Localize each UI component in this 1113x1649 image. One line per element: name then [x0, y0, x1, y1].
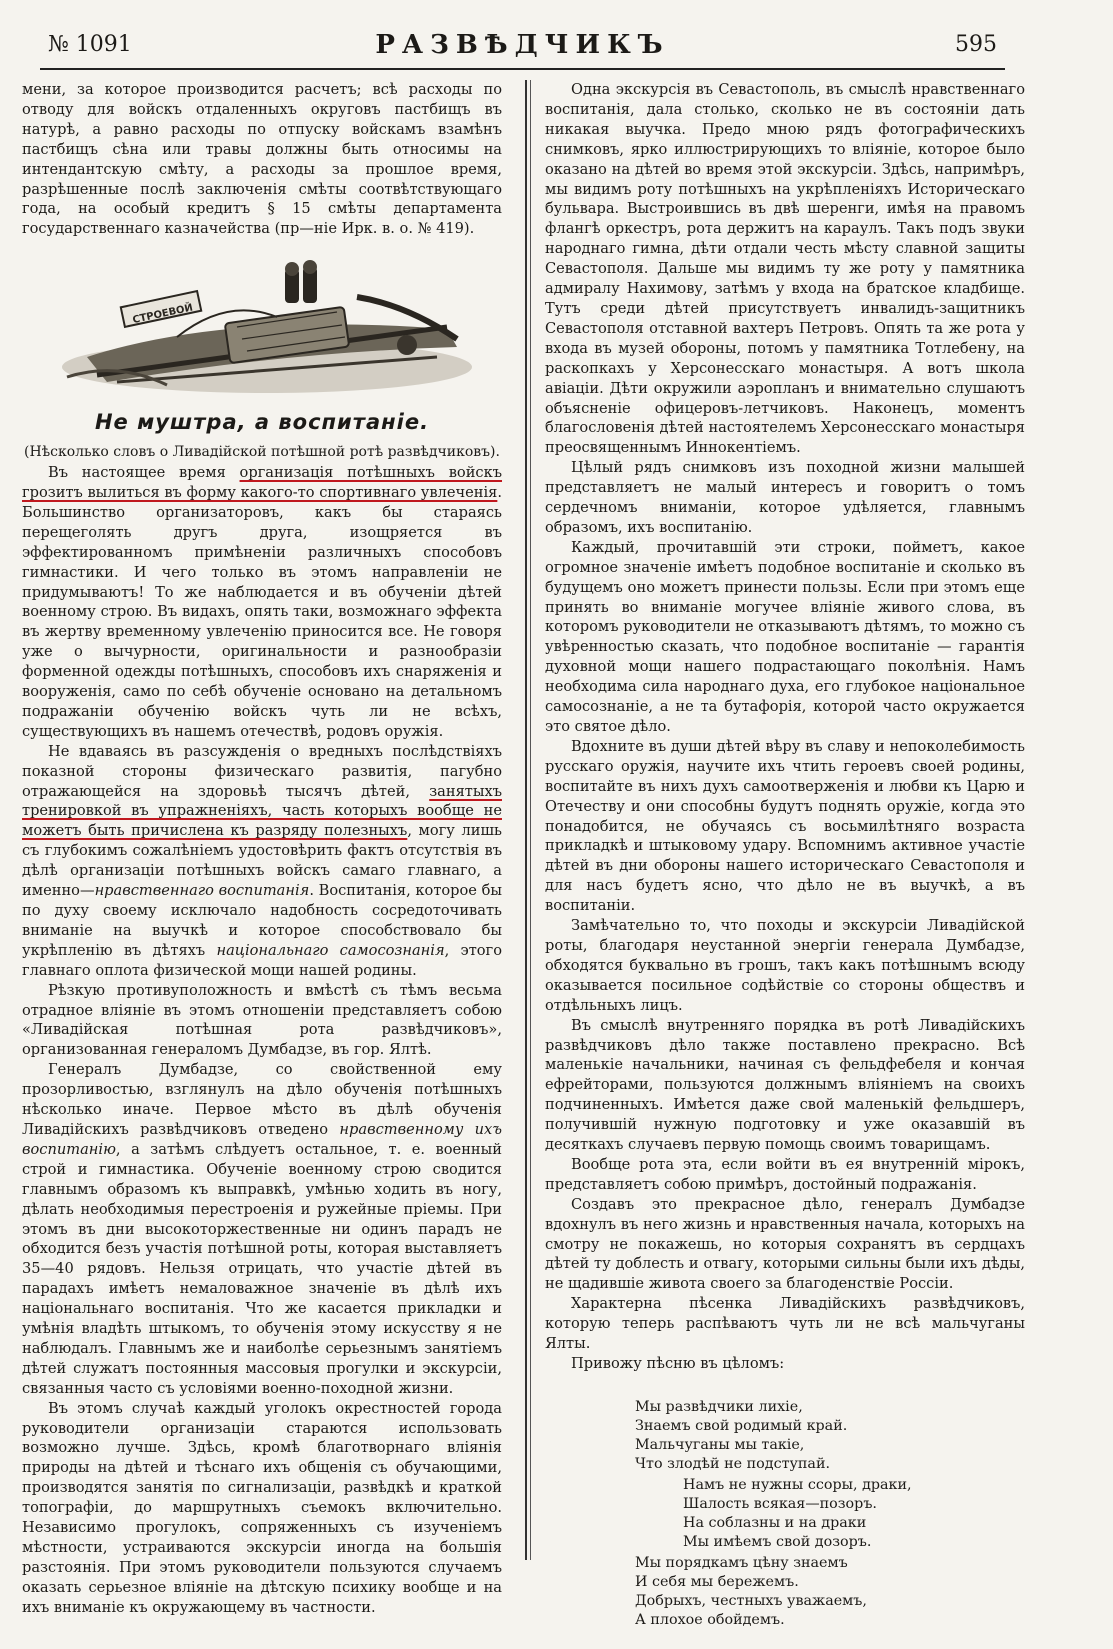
underlined-text: занятыхъ тренировкой въ упражненіяхъ, часть которыхъ вообще не можетъ быть причислена къ разряду полезныхъ: [22, 782, 502, 840]
left-column: [22, 80, 502, 1618]
page-number: 595: [955, 32, 997, 57]
poem-stanza-2: [683, 1476, 1025, 1552]
underlined-text: организація потѣшныхъ войскъ грозитъ вылиться въ форму какого-то спортивнаго увлеченія: [22, 464, 503, 501]
poem-line: Добрыхъ, честныхъ уважаемъ,: [635, 1592, 867, 1609]
article-subheading: (Нѣсколько словъ о Ливадійской потѣшной ротѣ развѣдчиковъ).: [24, 444, 500, 461]
page-header: [40, 28, 1005, 72]
article-paragraph-8: Каждый, прочитавшій эти строки, пойметъ, какое огромное значеніе имѣетъ подобное воспитаніе и сколько въ будущемъ оно можетъ принести пользы. Если при этомъ еще принять во вниманіе могучее вліяніе живого слова, въ которомъ руководители не отказываютъ дѣтямъ, то можно съ увѣренностью сказать, что подобное воспитаніе — гарантія духовной мощи нашего подрастающаго поколѣнія. Намъ необходима сила народнаго духа, его глубокое національное самосознаніе, а не та бутафорія, которой часто окружается это святое дѣло.: [545, 538, 1025, 735]
column-divider-thin: [530, 80, 531, 1560]
poem-line: Мы имѣемъ свой дозоръ.: [683, 1533, 872, 1550]
article-paragraph-11: Въ смыслѣ внутренняго порядка въ ротѣ Ливадійскихъ развѣдчиковъ дѣло также поставлено прекрасно. Всѣ маленькіе начальники, начиная съ фельдфебеля и кончая ефрейторами, пользуются должнымъ вліяніемъ на своихъ подчиненныхъ. Имѣется даже свой маленькій фельдшеръ, получившій нужную подготовку и уже оказавшій въ десяткахъ случаевъ первую помощь своимъ товарищамъ.: [545, 1016, 1025, 1154]
article-paragraph-13: Создавъ это прекрасное дѣло, генералъ Думбадзе вдохнулъ въ него жизнь и нравственныя начала, которыхъ на смотру не покажешь, но которыя сохранятъ въ сердцахъ дѣтей ту доблесть и отвагу, которыми сильны были ихъ дѣды, не щадившіе живота своего за благоденствіе Россіи.: [545, 1195, 1025, 1293]
article-heading: Не муштра, а воспитаніе.: [94, 410, 430, 435]
article-paragraph-14: Характерна пѣсенка Ливадійскихъ развѣдчиковъ, которую теперь распѣваютъ чуть ли не всѣ мальчуганы Ялты.: [545, 1295, 1025, 1353]
poem-line: Намъ не нужны ссоры, драки,: [683, 1476, 912, 1493]
song-poem: [635, 1398, 1025, 1630]
text-run: . Большинство организаторовъ, какъ бы стараясь перещеголять другъ друга, изощряется въ эффектированномъ примѣненіи различныхъ способовъ гимнастики. И чего только въ этомъ направленіи не придумываютъ! То же наблюдается и въ обученіи дѣтей военному строю. Въ видахъ, опять таки, возможнаго эффекта въ жертву временному увлеченію приносится все. Не говоря уже о вычурности, оригинальности и разнообразіи форменной одежды потѣшныхъ, способовъ ихъ снаряженія и вооруженія, само по себѣ обученіе основано на детальномъ подражаніи обученію войскъ чуть ли не всѣхъ, существующихъ въ нашемъ отечествѣ, родовъ оружія.: [22, 483, 502, 740]
issue-number: № 1091: [48, 32, 132, 57]
intro-paragraph: мени, за которое производится расчетъ; всѣ расходы по отводу для войскъ отдаленныхъ округовъ пастбищъ въ натурѣ, а равно расходы по отпуску войскамъ взамѣнъ пастбищъ сѣна или травы должны быть относимы на интендантскую смѣту, а расходы за прошлое время, разрѣшенные послѣ заключенія смѣты соотвѣтствующаго года, на особый кредитъ § 15 смѣты департамента государственнаго казначейства (пр—ніе Ирк. в. о. № 419).: [22, 81, 502, 238]
poem-line: Что злодѣй не подступай.: [635, 1455, 831, 1472]
text-run: . Воспитанія, которое бы по духу своему исключало надобность сосредоточивать вниманіе на выучкѣ и которое способствовало бы укрѣпленію въ дѣтяхъ: [22, 882, 502, 959]
article-paragraph-4: [22, 1060, 502, 1398]
italic-text: національнаго самосознанія: [216, 941, 445, 959]
poem-line: Мы порядкамъ цѣну знаемъ: [635, 1554, 848, 1571]
military-equipment-illustration: [27, 257, 497, 407]
journal-title: РАЗВѢДЧИКЪ: [375, 30, 670, 60]
text-run: Не вдаваясь въ разсужденія о вредныхъ послѣдствіяхъ показной стороны физическаго развитія, пагубно отражающейся на здоровьѣ тысячъ дѣтей,: [22, 742, 502, 800]
poem-line: А плохое обойдемъ.: [635, 1611, 785, 1628]
article-paragraph-7: Цѣлый рядъ снимковъ изъ походной жизни малышей представляетъ не малый интересъ и говоритъ о томъ сердечномъ вниманіи, которое удѣляется, главнымъ образомъ, ихъ воспитанію.: [545, 459, 1025, 536]
text-run: , этого главнаго оплота физической мощи нашей родины.: [22, 941, 502, 979]
article-paragraph-12: Вообще рота эта, если войти въ ея внутренній мірокъ, представляетъ собою примѣръ, достойный подражанія.: [545, 1155, 1025, 1193]
text-run: , а затѣмъ слѣдуетъ остальное, т. е. военный строй и гимнастика. Обученіе военному строю сводится главнымъ образомъ къ выправкѣ, умѣнью ходить въ ногу, дѣлать необходимыя перестроенія и ружейные пріемы. При этомъ въ дни высокоторжественные ни одинъ парадъ не обходится безъ участія потѣшной роты, которая выставляетъ 35—40 рядовъ. Нельзя отрицать, что участіе дѣтей въ парадахъ имѣетъ немаловажное значеніе въ дѣлѣ ихъ національнаго воспитанія. Что же касается прикладки и умѣнія владѣть штыкомъ, то обученія этому искусству я не наблюдалъ. Главнымъ же и наиболѣе серьезнымъ занятіемъ дѣтей служатъ постоянныя массовыя прогулки и экскурсіи, связанныя часто съ условіями военно-походной жизни.: [22, 1140, 502, 1397]
poem-line: Мальчуганы мы такіе,: [635, 1436, 805, 1453]
illustration-label: СТРОЕВОЙ: [131, 302, 194, 327]
italic-text: нравственному ихъ воспитанію: [22, 1120, 502, 1158]
italic-text: нравственнаго воспитанія: [94, 882, 310, 900]
poem-line: И себя мы бережемъ.: [635, 1573, 799, 1590]
poem-line: На соблазны и на драки: [683, 1514, 867, 1531]
poem-line: Знаемъ свой родимый край.: [635, 1417, 848, 1434]
header-rule: [40, 68, 1005, 70]
poem-stanza-1: [635, 1398, 1025, 1474]
article-paragraph-9: Вдохните въ души дѣтей вѣру въ славу и непоколебимость русскаго оружія, научите ихъ чтить героевъ своей родины, воспитайте въ нихъ духъ самоотверженія и любви къ Царю и Отечеству и они способны будутъ поднять оружіе, когда это понадобится, не обучаясь съ восьмилѣтняго возраста прикладкѣ и штыковому удару. Вспомнимъ активное участіе дѣтей въ дни обороны нашего историческаго Севастополя и для насъ будетъ ясно, что дѣло не въ выучкѣ, а въ воспитаніи.: [545, 737, 1025, 915]
right-column: [545, 80, 1025, 1632]
article-paragraph-5: Въ этомъ случаѣ каждый уголокъ окрестностей города руководители организаціи стараются использовать возможно лучше. Здѣсь, кромѣ благотворнаго вліянія природы на дѣтей и тѣснаго ихъ общенія съ обучающими, производятся занятія по сигнализаціи, развѣдкѣ и краткой топографіи, до маршрутныхъ съемокъ включительно. Независимо прогулокъ, сопряженныхъ съ изученіемъ мѣстности, устраиваются экскурсіи иногда на большія разстоянія. При этомъ руководители пользуются случаемъ оказать серьезное вліяніе на дѣтскую психику вообще и на ихъ вниманіе къ окружающему въ частности.: [22, 1399, 502, 1616]
text-run: Генералъ Думбадзе, со свойственной ему прозорливостью, взглянулъ на дѣло обученія потѣшныхъ нѣсколько иначе. Первое мѣсто въ дѣлѣ обученія Ливадійскихъ развѣдчиковъ отведено: [22, 1061, 502, 1138]
article-paragraph-1: [22, 463, 502, 742]
poem-line: Шалость всякая—позоръ.: [683, 1495, 877, 1512]
article-paragraph-3: Рѣзкую противуположность и вмѣстѣ съ тѣмъ весьма отрадное вліяніе въ этомъ отношеніи представляетъ собою «Ливадійская потѣшная рота развѣдчиковъ», организованная генераломъ Думбадзе, въ гор. Ялтѣ.: [22, 981, 502, 1059]
article-paragraph-15: Привожу пѣсню въ цѣломъ:: [571, 1355, 785, 1372]
column-divider: [525, 80, 527, 1560]
text-run: , могу лишь съ глубокимъ сожалѣніемъ удостовѣрить фактъ отсутствія въ дѣлѣ организаціи потѣшныхъ войскъ самаго главнаго, а именно—: [22, 822, 502, 900]
poem-stanza-3: [635, 1554, 1025, 1630]
article-paragraph-2: [22, 742, 502, 981]
article-paragraph-10: Замѣчательно то, что походы и экскурсіи Ливадійской роты, благодаря неустанной энергіи генерала Думбадзе, обходятся буквально въ грошъ, такъ какъ потѣшнымъ всюду оказывается посильное содѣйствіе со стороны обществъ и отдѣльныхъ лицъ.: [545, 917, 1025, 1014]
illustration: [22, 257, 502, 407]
poem-line: Мы развѣдчики лихіе,: [635, 1398, 803, 1415]
article-paragraph-6: Одна экскурсія въ Севастополь, въ смыслѣ нравственнаго воспитанія, дала столько, сколько не въ состояніи дать никакая выучка. Предо мною рядъ фотографическихъ снимковъ, ярко иллюстрирующихъ то вліяніе, которое было оказано на дѣтей во время этой экскурсіи. Здѣсь, напримѣръ, мы видимъ роту потѣшныхъ на укрѣпленіяхъ Историческаго бульвара. Выстроившись въ двѣ шеренги, имѣя на правомъ флангѣ оркестръ, рота держитъ на караулъ. Такъ подъ звуки народнаго гимна, дѣти отдали честь мѣсту славной защиты Севастополя. Дальше мы видимъ ту же роту у памятника адмиралу Нахимову, затѣмъ у входа на братское кладбище. Тутъ среди дѣтей присутствуетъ инвалидъ-защитникъ Севастополя отставной вахтеръ Петровъ. Опять та же рота у входа въ музей обороны, потомъ у памятника Тотлебену, на раскопкахъ у Херсонесскаго монастыря. А вотъ школа авіаціи. Дѣти окружили аэропланъ и внимательно слушаютъ объясненіе офицеровъ-летчиковъ. Наконецъ, моментъ благословенія дѣтей настоятелемъ Херсонесскаго монастыря преосвященнымъ Иннокентіемъ.: [545, 81, 1025, 457]
text-run: Въ настоящее время: [48, 464, 240, 482]
